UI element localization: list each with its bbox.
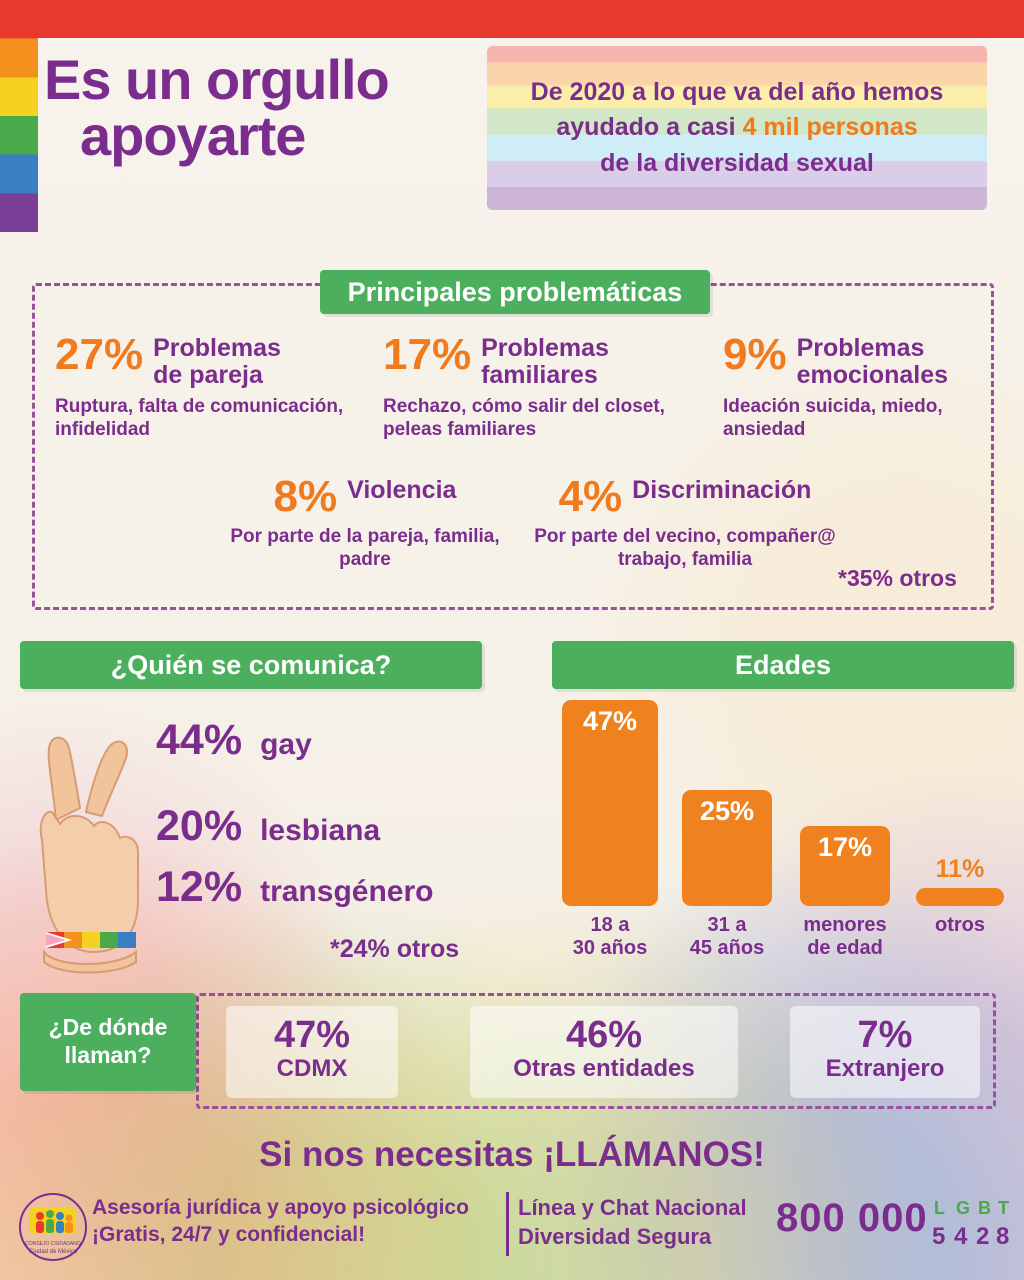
problema-label-line1: Problemas: [481, 334, 609, 362]
llaman-label: CDMX: [276, 1055, 348, 1082]
footer-divider: [506, 1192, 509, 1256]
svg-text:Ciudad de México: Ciudad de México: [28, 1249, 78, 1255]
llaman-card: [226, 1006, 398, 1098]
problema-label-line1: Problemas: [153, 334, 281, 362]
problema-desc: Por parte del vecino, compañer@ trabajo, familia: [534, 526, 836, 571]
problema-label-line2: emocionales: [796, 361, 949, 389]
bar-category: 18 a 30 años: [572, 914, 648, 959]
svg-text:G: G: [956, 1198, 971, 1218]
bar-group: [682, 790, 772, 959]
svg-text:2: 2: [976, 1223, 990, 1250]
bar-value: 25%: [699, 796, 755, 826]
footer-line-name-2: Diversidad Segura: [518, 1223, 712, 1249]
footer-phone: 800 000: [776, 1196, 928, 1240]
llaman-title-line1: ¿De dónde: [48, 1014, 168, 1041]
bar: [916, 888, 1004, 906]
bar-group: [800, 826, 890, 959]
bar-category: menores de edad: [803, 914, 887, 959]
problema-label: [797, 333, 948, 389]
problema-label: Violencia: [347, 476, 457, 504]
page-title: [44, 48, 474, 167]
who-row: [156, 802, 380, 851]
problema-pct: 4%: [558, 472, 623, 521]
problema-item: [383, 330, 683, 441]
problema-desc: Por parte de la pareja, familia, padre: [230, 526, 500, 571]
banner-line-1: De 2020 a lo que va del año hemos: [530, 77, 944, 106]
who-pct: 12%: [156, 863, 243, 911]
bar-value: 17%: [817, 832, 873, 862]
llaman-label: Otras entidades: [513, 1055, 695, 1082]
who-label: gay: [260, 728, 312, 761]
footer-cta: Si nos necesitas ¡LLÁMANOS!: [259, 1135, 765, 1174]
problemas-title: Principales problemáticas: [320, 270, 710, 314]
edades-title: Edades: [552, 641, 1014, 689]
svg-text:B: B: [978, 1198, 991, 1218]
footer-services-line2: ¡Gratis, 24/7 y confidencial!: [92, 1223, 366, 1247]
llaman-card: [790, 1006, 980, 1098]
header-banner: [487, 46, 987, 210]
page-title-line2: apoyarte: [80, 104, 306, 167]
problemas-otros-note: *35% otros: [838, 565, 957, 591]
quien-se-comunica-title: ¿Quién se comunica?: [20, 641, 482, 689]
who-pct: 20%: [156, 802, 243, 850]
problema-desc: Rechazo, cómo salir del closet, peleas familiares: [383, 396, 665, 441]
banner-line-2: [556, 110, 917, 146]
who-label: lesbiana: [260, 814, 381, 847]
bar-group: [916, 855, 1004, 936]
llaman-title-line2: llaman?: [64, 1042, 152, 1068]
footer-line-name-1: Línea y Chat Nacional: [518, 1195, 747, 1220]
footer-services: [92, 1194, 512, 1249]
problema-pct: 9%: [723, 330, 787, 379]
svg-text:5: 5: [932, 1223, 946, 1250]
footer-line-name: [518, 1194, 778, 1251]
llaman-card: [470, 1006, 738, 1098]
llaman-pct: 46%: [565, 1014, 643, 1056]
bar: [800, 826, 890, 906]
problema-label-line2: familiares: [481, 361, 598, 389]
problema-pct: 8%: [273, 472, 338, 521]
problema-item: [723, 330, 1003, 441]
problema-desc: Ideación suicida, miedo, ansiedad: [723, 396, 943, 441]
banner-text: [487, 46, 987, 210]
consejo-ciudadano-logo: [18, 1192, 88, 1262]
problema-desc: Ruptura, falta de comunicación, infidelidad: [55, 396, 344, 441]
bar-value: 47%: [582, 706, 638, 736]
bar: [562, 700, 658, 906]
footer-services-line1: Asesoría jurídica y apoyo psicológico: [92, 1196, 469, 1219]
problema-item: [55, 330, 355, 441]
who-row: [156, 716, 312, 765]
peace-hand-icon: [16, 700, 166, 990]
who-label: transgénero: [260, 875, 434, 908]
problema-label-line2: de pareja: [153, 361, 263, 389]
problema-pct: 17%: [383, 330, 472, 379]
who-row: [156, 863, 433, 912]
problema-item: [230, 472, 500, 571]
llaman-pct: 47%: [273, 1014, 351, 1056]
bar-value: 11%: [935, 855, 985, 883]
quien-otros-note: *24% otros: [330, 935, 460, 963]
svg-text:T: T: [998, 1198, 1009, 1218]
page-title-line1: Es un orgullo: [44, 48, 389, 111]
bar-group: [562, 700, 658, 959]
banner-line-3: de la diversidad sexual: [600, 148, 874, 177]
bar-category: otros: [935, 914, 985, 936]
problema-label-line1: Problemas: [796, 334, 925, 362]
problema-label: [153, 333, 281, 389]
lgbt-phone-keys: [930, 1194, 1014, 1256]
edades-bar-chart: [552, 700, 1014, 968]
llaman-pct: 7%: [857, 1014, 913, 1056]
problema-label: Discriminación: [632, 476, 812, 504]
rainbow-stripe-top-red: [38, 0, 1024, 38]
svg-text:CONSEJO CIUDADANO: CONSEJO CIUDADANO: [25, 1241, 81, 1247]
problema-label: [481, 333, 609, 389]
svg-text:4: 4: [954, 1223, 968, 1250]
llaman-label: Extranjero: [825, 1055, 945, 1082]
bar-category: 31 a 45 años: [689, 914, 765, 959]
bar: [682, 790, 772, 906]
svg-text:8: 8: [996, 1223, 1010, 1250]
problema-item: [525, 472, 845, 571]
llaman-title: [20, 993, 196, 1091]
banner-highlight: 4 mil personas: [742, 113, 918, 142]
problema-pct: 27%: [55, 330, 144, 379]
banner-line-2-a: ayudado a casi: [556, 113, 743, 142]
who-pct: 44%: [156, 716, 243, 764]
svg-text:L: L: [934, 1198, 945, 1218]
